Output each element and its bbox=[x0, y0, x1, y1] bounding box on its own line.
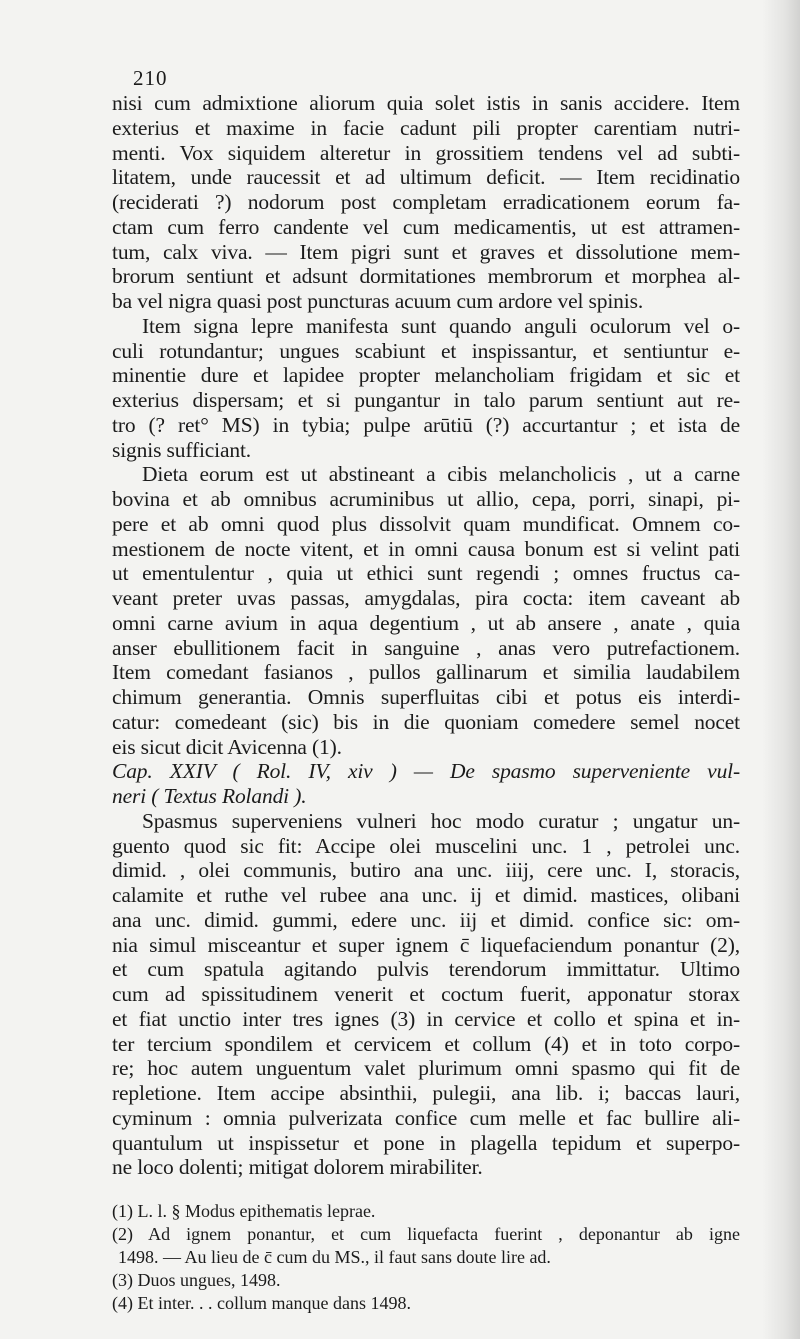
text-line: menti. Vox siquidem alteretur in grossitiem tendens vel ad subti- bbox=[112, 140, 740, 165]
page-edge-shadow bbox=[762, 0, 800, 1339]
text-line: et cum spatula agitando pulvis terendorum immittatur. Ultimo bbox=[112, 957, 740, 982]
footnote-line: (1) L. l. § Modus epithematis leprae. bbox=[112, 1201, 376, 1221]
text-line: Item signa lepre manifesta sunt quando anguli oculorum vel o- bbox=[142, 313, 740, 338]
text-line: pere et ab omni quod plus dissolvit quam mundificat. Omnem co- bbox=[112, 511, 740, 536]
text-line: Spasmus superveniens vulneri hoc modo curatur ; ungatur un- bbox=[142, 808, 740, 833]
text-line: exterius et maxime in facie cadunt pili propter carentiam nutri- bbox=[112, 115, 740, 140]
text-line: calamite et ruthe vel rubee ana unc. ij et dimid. mastices, olibani bbox=[112, 883, 740, 907]
text-line: nisi cum admixtione aliorum quia solet istis in sanis accidere. Item bbox=[112, 91, 740, 115]
text-line: ana unc. dimid. gummi, edere unc. iij et dimid. confice sic: om- bbox=[112, 907, 740, 932]
chapter-heading-line: neri ( Textus Rolandi ). bbox=[112, 784, 307, 808]
footnote-line: (2) Ad ignem ponantur, et cum liquefacta fuerint , deponantur ab igne bbox=[112, 1224, 740, 1244]
footnote-line: (4) Et inter. . . collum manque dans 1498. bbox=[112, 1293, 411, 1313]
page-number: 210 bbox=[133, 66, 168, 90]
text-line: cum ad spissitudinem venerit et coctum fuerit, apponatur storax bbox=[112, 982, 740, 1006]
text-line: culi rotundantur; ungues scabiunt et inspissantur, et sentiuntur e- bbox=[112, 338, 740, 363]
text-line: omni carne avium in aqua degentium , ut ab ansere , anate , quia bbox=[112, 610, 740, 635]
text-line: ctam cum ferro candente vel cum medicamentis, ut est attramen- bbox=[112, 214, 740, 239]
text-line: catur: comedeant (sic) bis in die quoniam comedere semel nocet bbox=[112, 709, 740, 734]
text-line: litatem, unde raucessit et ad ultimum deficit. — Item recidinatio bbox=[112, 165, 740, 190]
text-line: guento quod sic fit: Accipe olei muscelini unc. 1 , petrolei unc. bbox=[112, 833, 740, 858]
footnote-line: (3) Duos ungues, 1498. bbox=[112, 1270, 281, 1290]
text-line: eis sicut dicit Avicenna (1). bbox=[112, 734, 342, 759]
main-text bbox=[112, 91, 740, 1180]
text-line: Dieta eorum est ut abstineant a cibis melancholicis , ut a carne bbox=[142, 462, 740, 487]
text-line: ter tercium spondilem et cervicem et collum (4) et in toto corpo- bbox=[112, 1031, 740, 1056]
text-line: cyminum : omnia pulverizata confice cum melle et fac bullire ali- bbox=[112, 1105, 740, 1130]
footnote-line: 1498. — Au lieu de c̄ cum du MS., il faut sans doute lire ad. bbox=[118, 1247, 551, 1267]
chapter-heading-line: Cap. XXIV ( Rol. IV, xiv ) — De spasmo superveniente vul- bbox=[112, 759, 740, 784]
text-line: bovina et ab omnibus acruminibus ut allio, cepa, porri, sinapi, pi- bbox=[112, 487, 740, 511]
text-line: brorum sentiunt et adsunt dormitationes membrorum et morphea al- bbox=[112, 264, 740, 289]
text-line: ba vel nigra quasi post puncturas acuum cum ardore vel spinis. bbox=[112, 289, 644, 313]
text-line: ne loco dolenti; mitigat dolorem mirabiliter. bbox=[112, 1155, 483, 1180]
text-line: repletione. Item accipe absinthii, pulegii, ana lib. i; baccas lauri, bbox=[112, 1081, 740, 1105]
text-line: tro (? ret° MS) in tybia; pulpe arūtiū (?) accurtantur ; et ista de bbox=[112, 412, 740, 437]
text-line: veant preter uvas passas, amygdalas, pira cocta: item caveant ab bbox=[112, 586, 740, 610]
text-line: chimum generantia. Omnis superfluitas cibi et potus eis interdi- bbox=[112, 685, 740, 709]
text-line: re; hoc autem unguentum valet plurimum omni spasmo qui fit de bbox=[112, 1056, 740, 1081]
text-line: nia simul misceantur et super ignem c̄ liquefaciendum ponantur (2), bbox=[112, 932, 740, 957]
text-line: minentie dure et lapidee propter melancholiam frigidam et sic et bbox=[112, 363, 740, 388]
text-line: Item comedant fasianos , pullos gallinarum et similia laudabilem bbox=[112, 660, 740, 685]
text-line: mestionem de nocte vitent, et in omni causa bonum est si velint pati bbox=[112, 536, 740, 561]
text-line: (reciderati ?) nodorum post completam erradicationem eorum fa- bbox=[112, 190, 740, 214]
text-line: tum, calx viva. — Item pigri sunt et graves et dissolutione mem- bbox=[112, 239, 740, 264]
text-line: quantulum ut inspissetur et pone in plagella tepidum et superpo- bbox=[112, 1130, 740, 1155]
text-line: anser ebullitionem facit in sanguine , anas vero putrefactionem. bbox=[112, 635, 740, 660]
text-line: dimid. , olei communis, butiro ana unc. iiij, cere unc. I, storacis, bbox=[112, 858, 740, 883]
text-line: exterius dispersam; et si pungantur in talo parum sentiunt aut re- bbox=[112, 388, 740, 412]
footnotes bbox=[112, 1200, 740, 1315]
text-line: signis sufficiant. bbox=[112, 437, 252, 462]
text-line: ut ementulentur , quia ut ethici sunt regendi ; omnes fructus ca- bbox=[112, 561, 740, 586]
text-line: et fiat unctio inter tres ignes (3) in cervice et collo et spina et in- bbox=[112, 1006, 740, 1031]
